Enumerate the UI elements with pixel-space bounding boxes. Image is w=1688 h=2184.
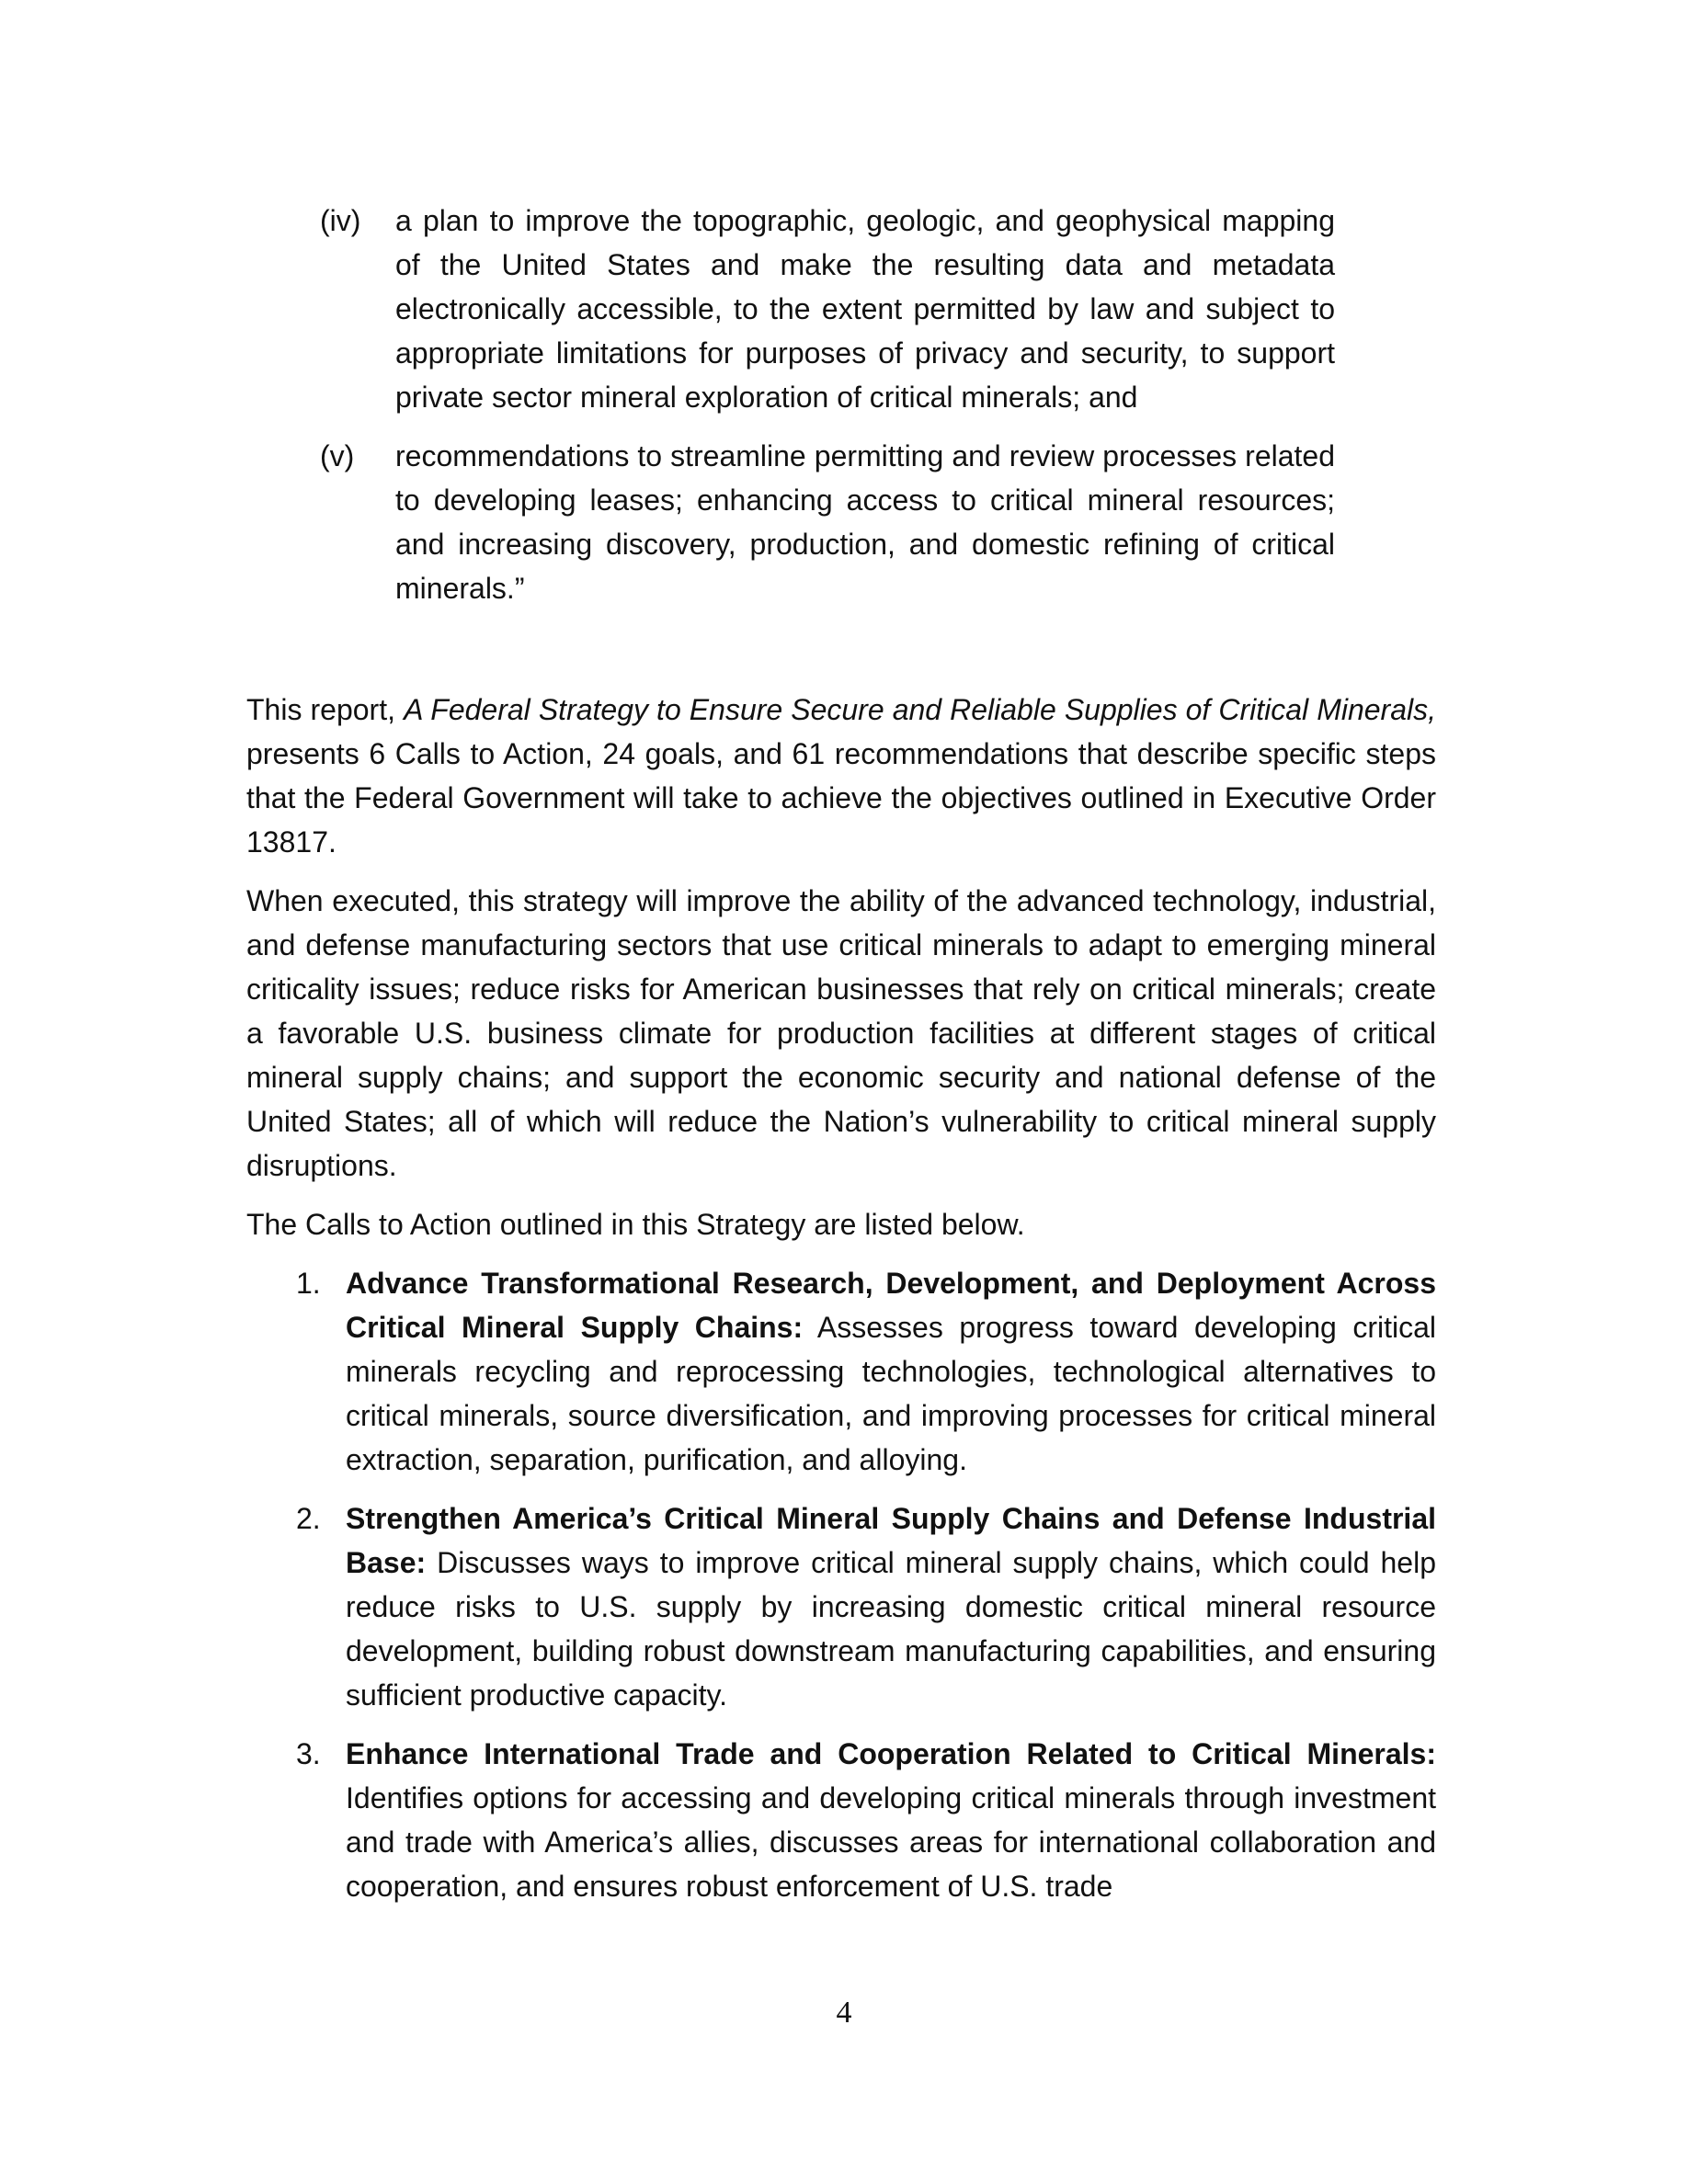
call-item-1	[246, 1261, 1436, 1482]
call-number: 3.	[296, 1737, 321, 1770]
call-description: Assesses progress toward developing critical minerals recycling and reprocessing technologies, technological alternatives to critical minerals, source diversification, and improving processes for critical mineral extraction, separation, purification, and alloying.	[346, 1311, 1437, 1476]
sublist-item-text: recommendations to streamline permitting and review processes related to developing leases; enhancing access to critical mineral resources; and increasing discovery, production, and domestic refining of critical minerals.”	[395, 439, 1335, 605]
call-title: Enhance International Trade and Cooperation Related to Critical Minerals:	[346, 1737, 1436, 1770]
sublist-item-text: a plan to improve the topographic, geologic, and geophysical mapping of the United States and make the resulting data and metadata electronically accessible, to the extent permitted by law and subject to appropriate limitations for purposes of privacy and security, to support private sector mineral exploration of critical minerals; and	[395, 204, 1335, 414]
sublist-item-number: (iv)	[320, 204, 361, 237]
call-number: 1.	[296, 1267, 321, 1300]
page-number: 4	[836, 1996, 852, 2030]
calls-intro-paragraph: The Calls to Action outlined in this Strategy are listed below.	[246, 1208, 1025, 1241]
call-description: Discusses ways to improve critical mineral supply chains, which could help reduce risks to U.S. supply by increasing domestic critical mineral resource development, building robust downstream manufacturing capabilities, and ensuring sufficient productive capacity.	[346, 1546, 1436, 1712]
report-title: A Federal Strategy to Ensure Secure and Reliable Supplies of Critical Minerals,	[404, 693, 1437, 726]
intro-lead: This report,	[246, 693, 405, 726]
body-text	[246, 688, 1436, 1923]
call-number: 2.	[296, 1502, 321, 1535]
call-item-2	[246, 1496, 1436, 1717]
call-description: Identifies options for accessing and developing critical minerals through investment and trade with America’s allies, discusses areas for international collaboration and cooperation, and ensures robust enforcement of U.S. trade	[346, 1781, 1436, 1903]
call-title: Advance Transformational Research, Development, and Deployment Across Critical Mineral Supply Chains:	[346, 1267, 1436, 1344]
calls-to-action-list	[246, 1261, 1436, 1908]
strategy-paragraph: When executed, this strategy will improve the ability of the advanced technology, industrial, and defense manufacturing sectors that use critical minerals to adapt to emerging mineral criticality issues; reduce risks for American businesses that rely on critical minerals; create a favorable U.S. business climate for production facilities at different stages of critical mineral supply chains; and support the economic security and national defense of the United States; all of which will reduce the Nation’s vulnerability to critical mineral supply disruptions.	[246, 884, 1436, 1182]
call-title: Strengthen America’s Critical Mineral Supply Chains and Defense Industrial Base:	[346, 1502, 1436, 1579]
sublist-item-number: (v)	[320, 439, 355, 472]
sublist-item-v	[320, 434, 1335, 610]
sublist-item-iv	[320, 199, 1335, 419]
intro-paragraph	[246, 688, 1436, 864]
call-item-3	[246, 1732, 1436, 1908]
objectives-sublist	[320, 199, 1335, 625]
intro-rest: presents 6 Calls to Action, 24 goals, and 61 recommendations that describe specific steps that the Federal Government will take to achieve the objectives outlined in Executive Order 13817.	[246, 737, 1436, 859]
